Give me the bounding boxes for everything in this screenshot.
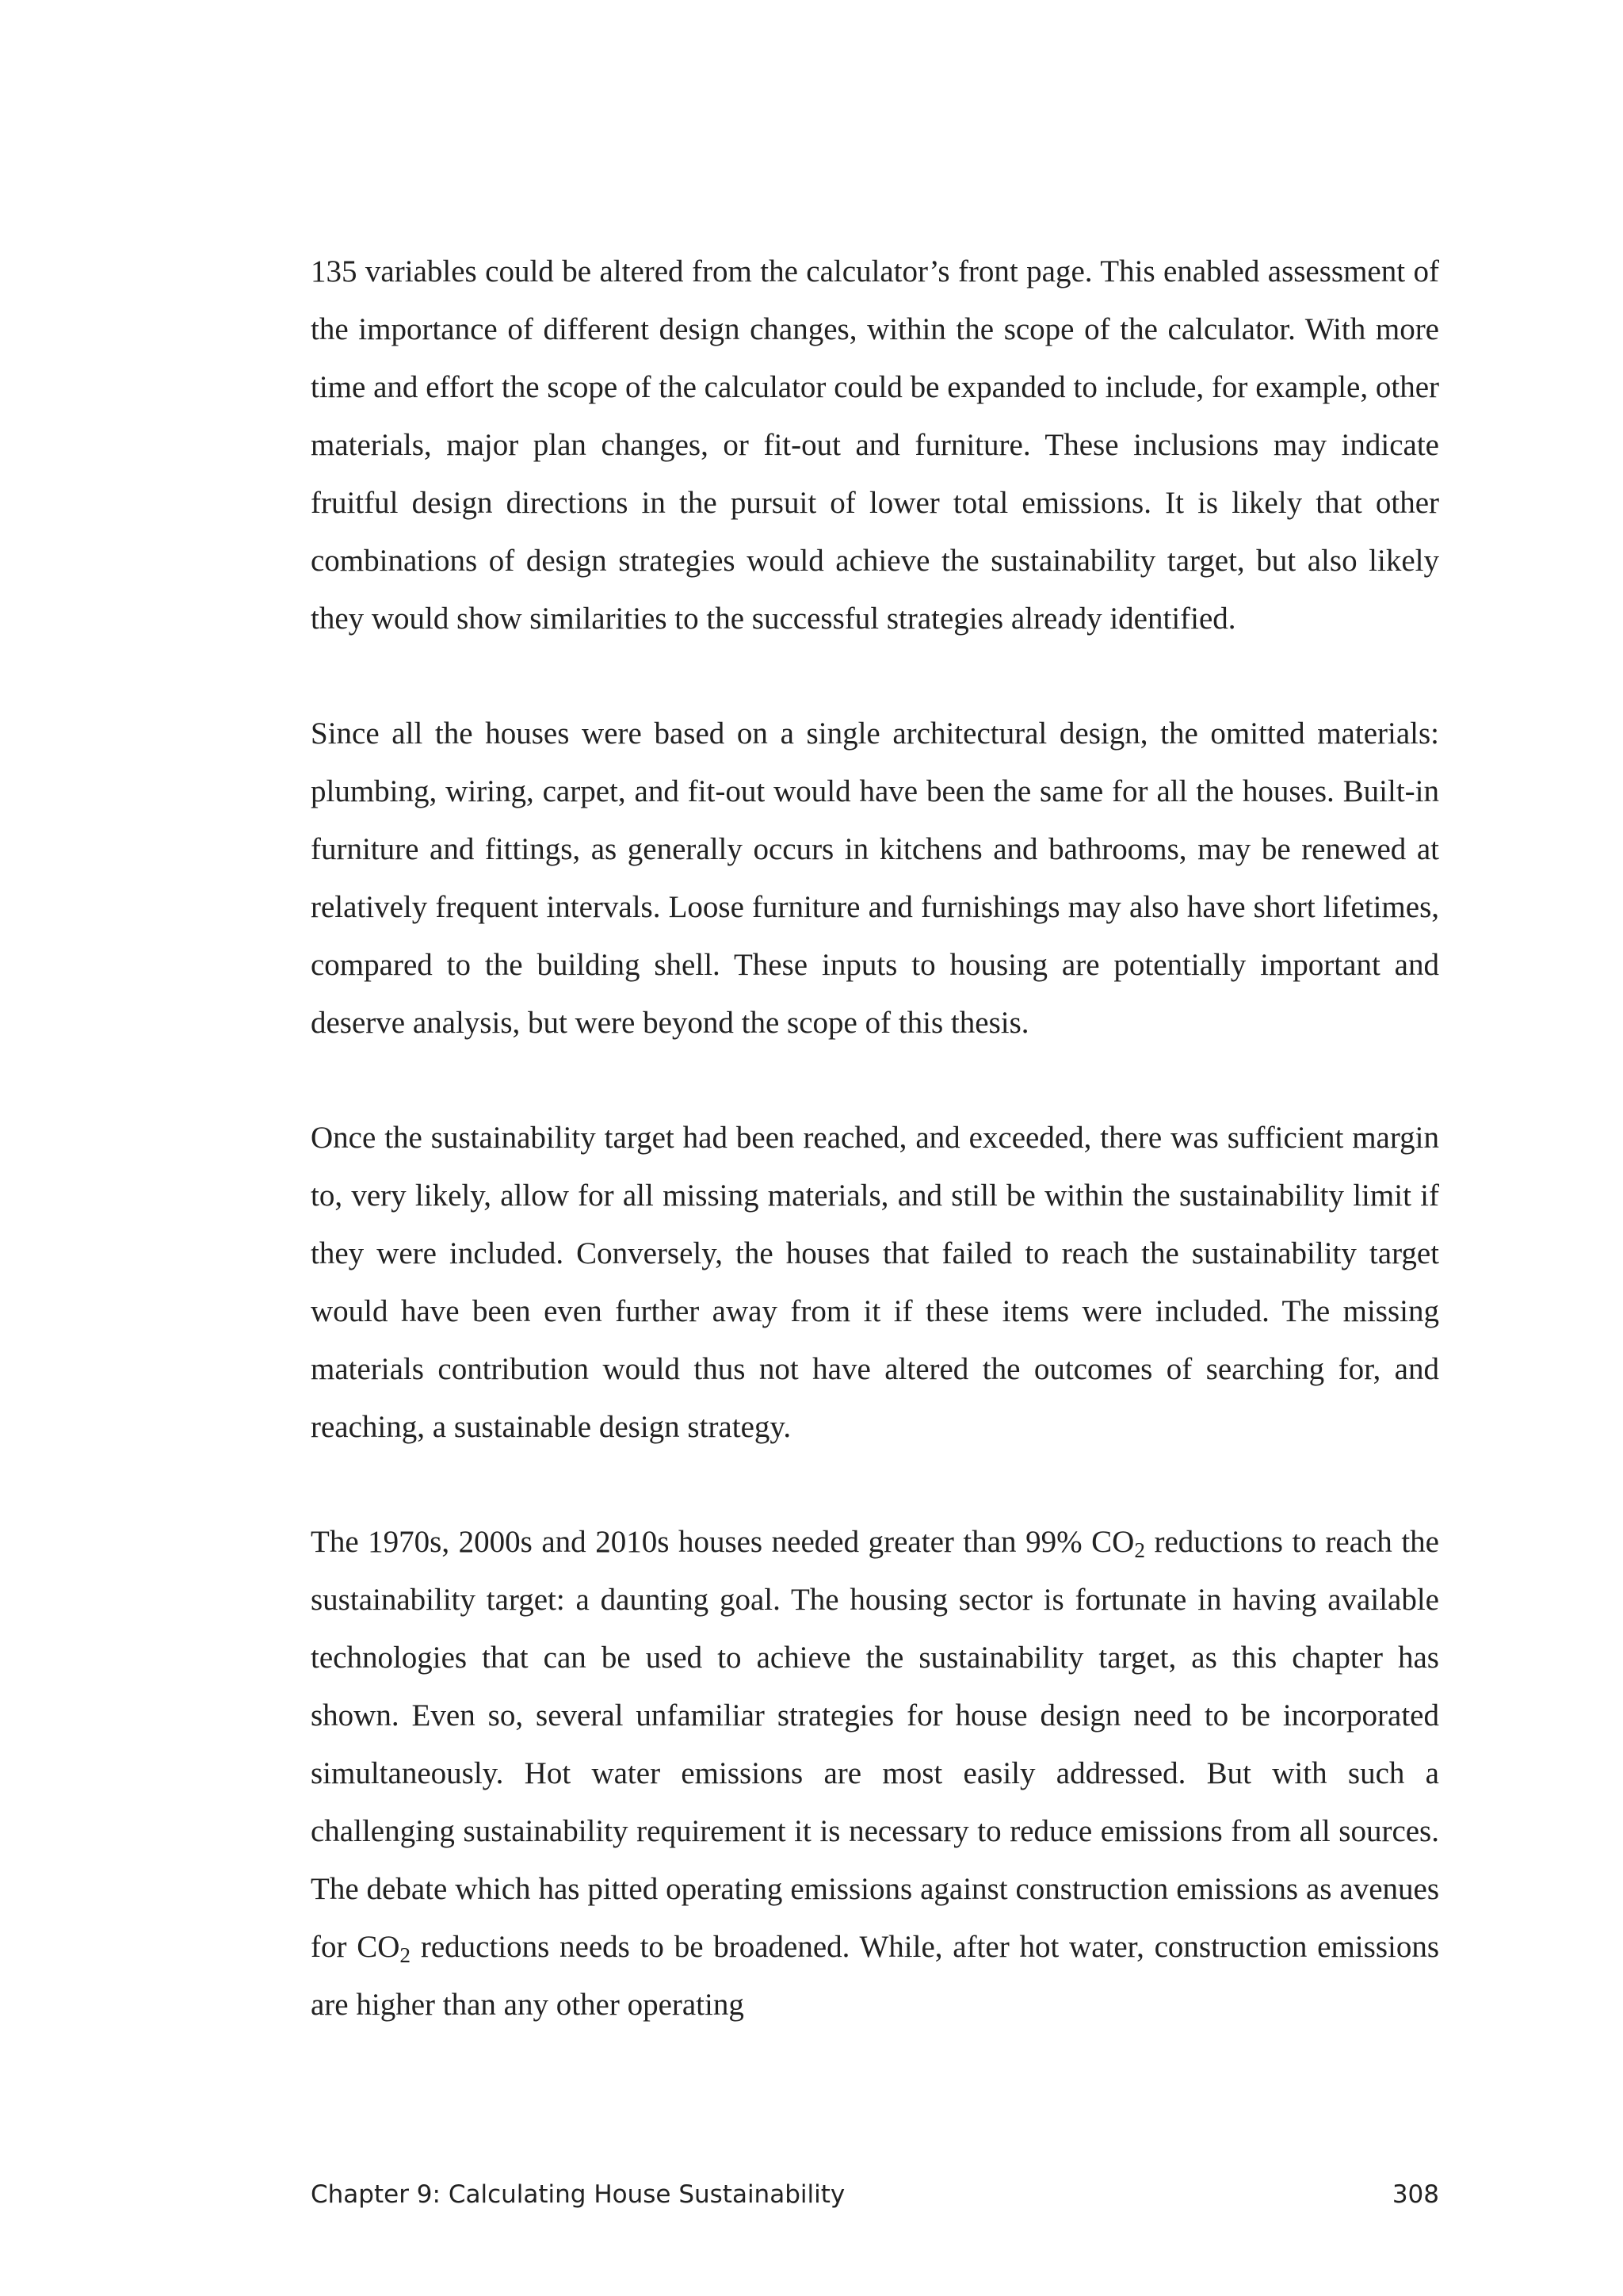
paragraph-4-part-3: reductions needs to be broadened. While, after hot water, construction emissions are higher than any other operating: [311, 1930, 1440, 2022]
paragraph-4: [311, 1513, 1439, 2034]
paragraph-3: Once the sustainability target had been reached, and exceeded, there was sufficient margin to, very likely, allow for all missing materials, and still be within the sustainability limit if they were included. Conversely, the houses that failed to reach the sustainability target would have been even further away from it if these items were included. The missing materials contribution would thus not have altered the outcomes of searching for, and reaching, a sustainable design strategy.: [311, 1121, 1439, 1444]
footer-page-number: 308: [1392, 2180, 1439, 2209]
page-body: [311, 243, 1439, 2034]
co2-subscript: 2: [399, 1943, 411, 1967]
paragraph-4-part-1: The 1970s, 2000s and 2010s houses needed greater than 99% CO: [311, 1525, 1135, 1559]
page-footer: [311, 2175, 1439, 2214]
paragraph-1: 135 variables could be altered from the calculator’s front page. This enabled assessment of the importance of different design changes, within the scope of the calculator. With more time and effort the scope of the calculator could be expanded to include, for example, other materials, major plan changes, or fit-out and furniture. These inclusions may indicate fruitful design directions in the pursuit of lower total emissions. It is likely that other combinations of design strategies would achieve the sustainability target, but also likely they would show similarities to the successful strategies already identified.: [311, 254, 1439, 636]
footer-chapter-title: Chapter 9: Calculating House Sustainability: [311, 2180, 846, 2209]
paragraph-2: Since all the houses were based on a single architectural design, the omitted materials: plumbing, wiring, carpet, and fit-out would have been the same for all the houses. Built-in furniture and fittings, as generally occurs in kitchens and bathrooms, may be renewed at relatively frequent intervals. Loose furniture and furnishings may also have short lifetimes, compared to the building shell. These inputs to housing are potentially important and deserve analysis, but were beyond the scope of this thesis.: [311, 716, 1439, 1040]
paragraph-4-part-2: reductions to reach the sustainability target: a daunting goal. The housing sector is fortunate in having available technologies that can be used to achieve the sustainability target, as this chapter has shown. Even so, several unfamiliar strategies for house design need to be incorporated simultaneously. Hot water emissions are most easily addressed. But with such a challenging sustainability requirement it is necessary to reduce emissions from all sources. The debate which has pitted operating emissions against construction emissions as avenues for CO: [311, 1525, 1439, 1964]
co2-subscript: 2: [1134, 1538, 1145, 1562]
